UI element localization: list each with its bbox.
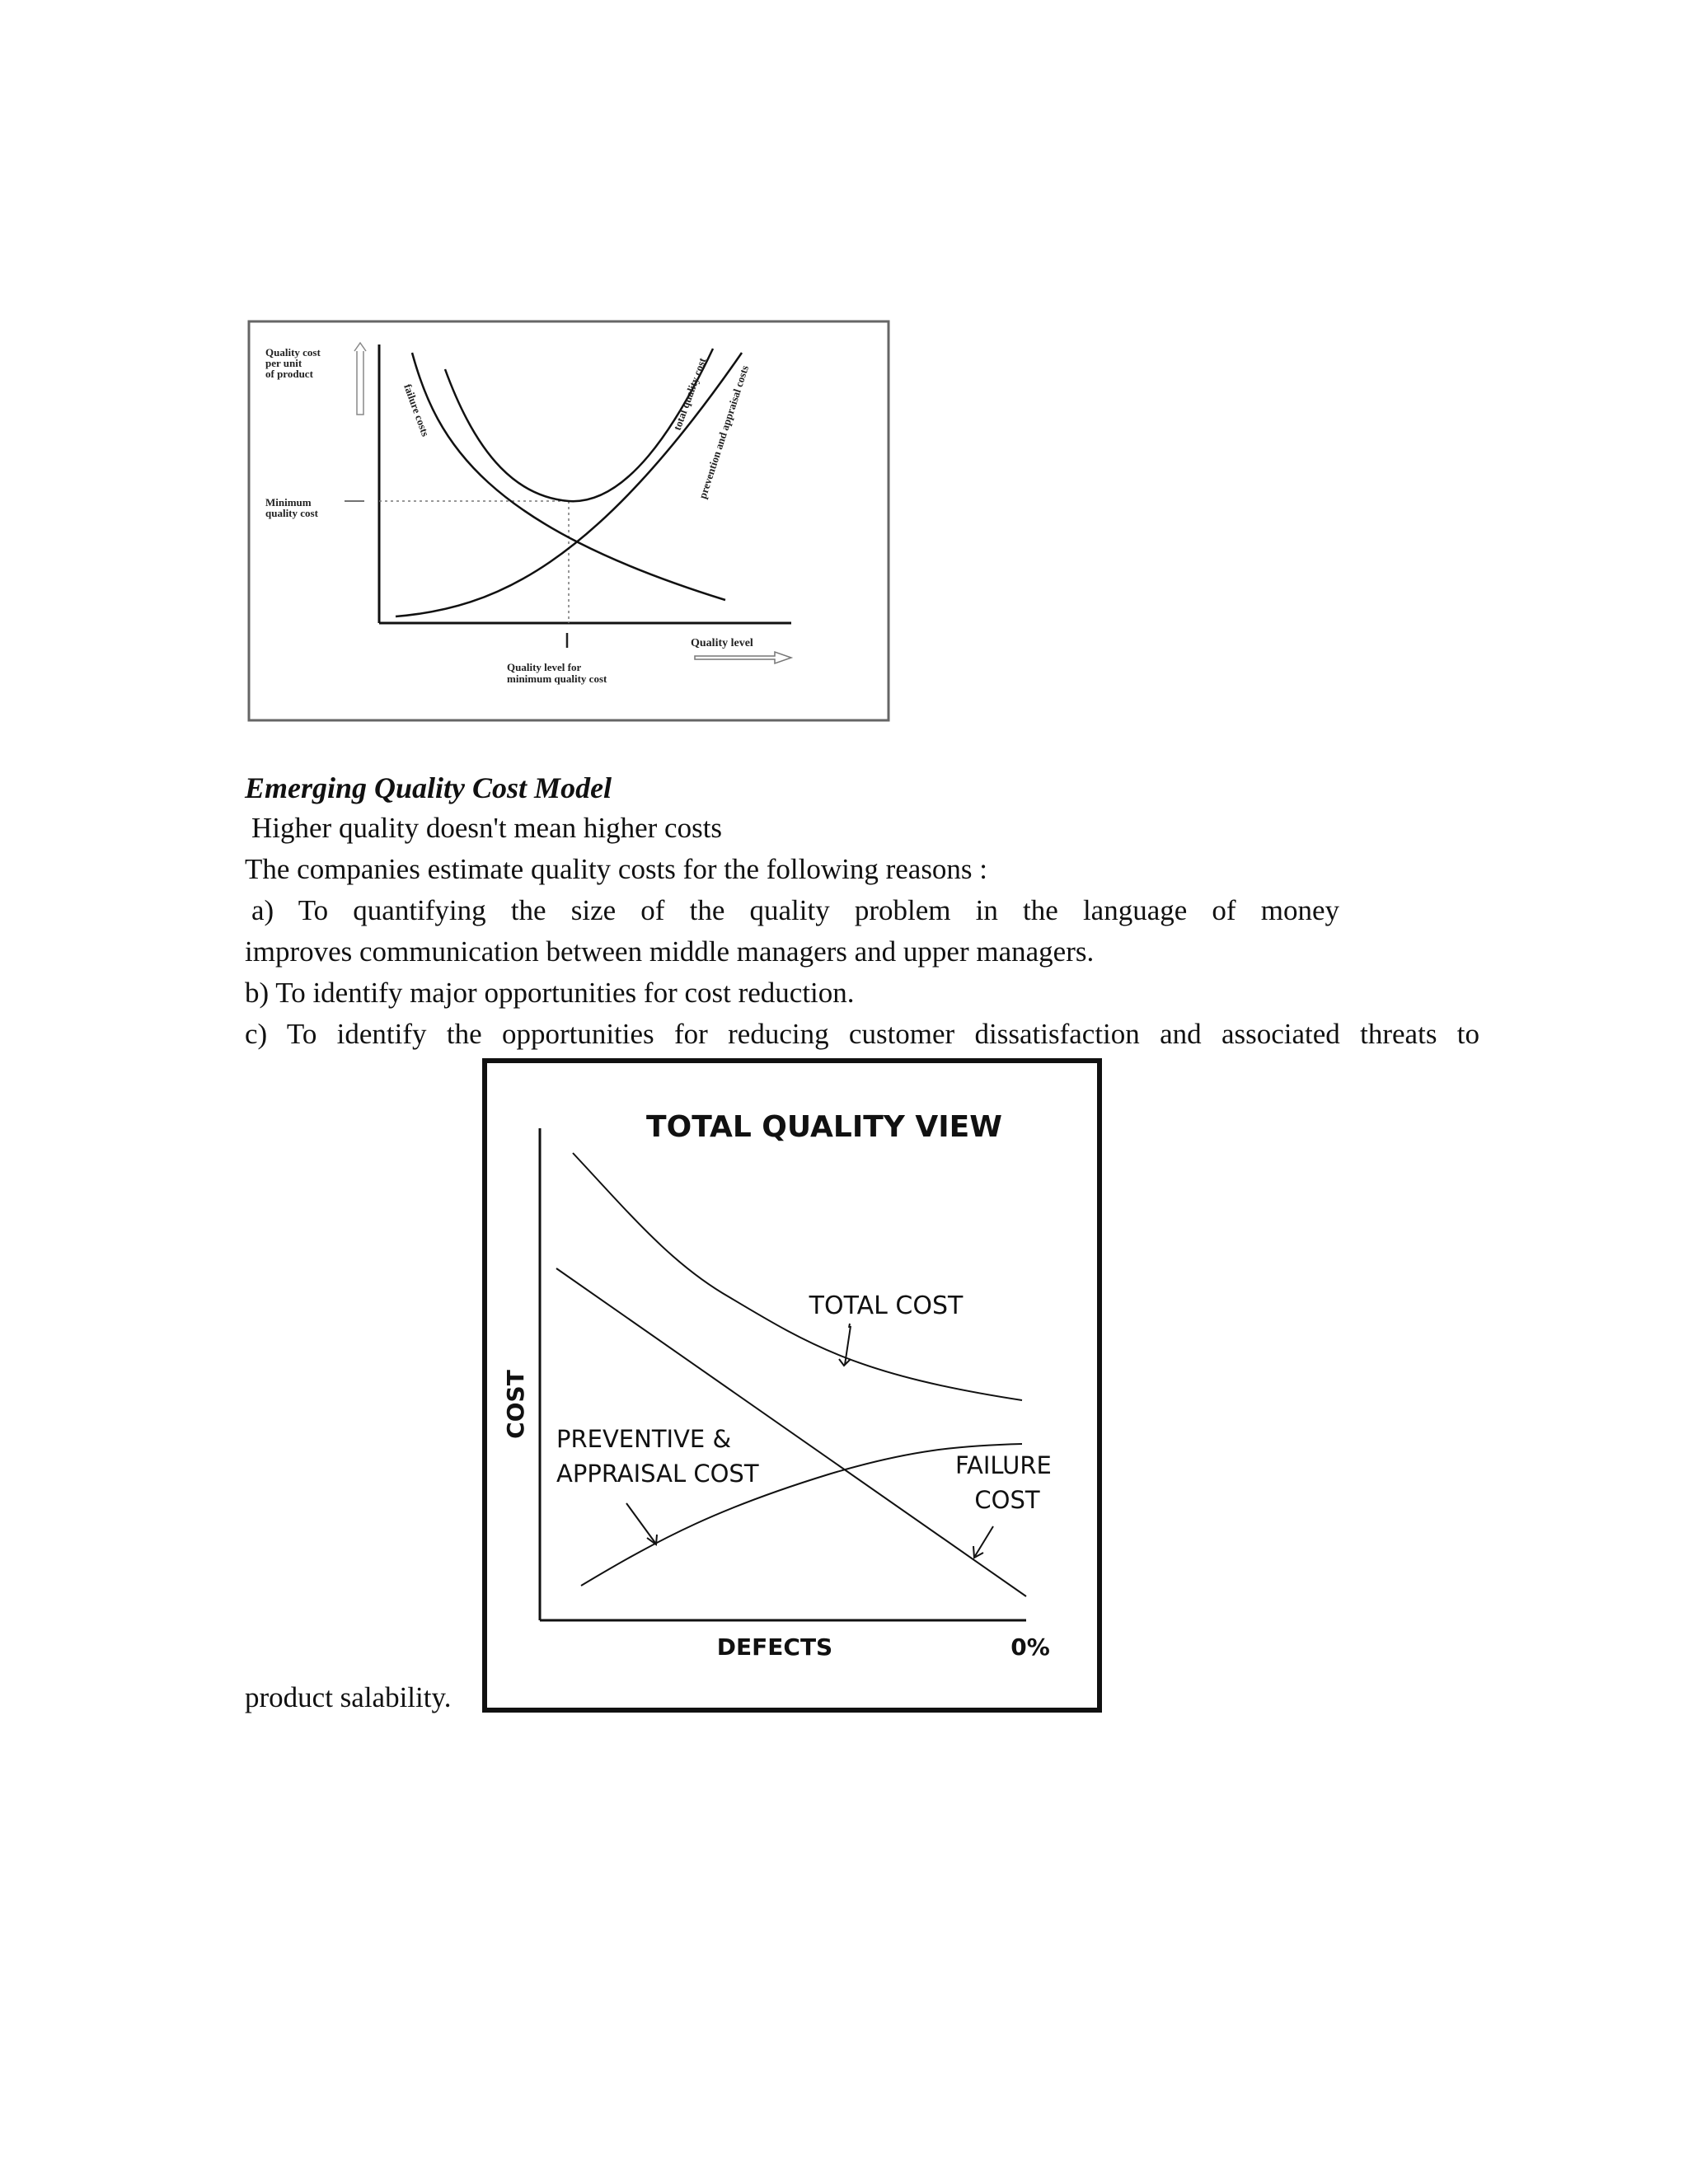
list-item-c-line1: c) To identify the opportunities for reducing customer dissatisfaction and associated threats to	[245, 1018, 1479, 1050]
list-item-b: b) To identify major opportunities for cost reduction.	[245, 977, 855, 1009]
paragraph-line: Higher quality doesn't mean higher costs	[251, 812, 723, 844]
list-item-a-line1: a) To quantifying the size of the quality problem in the language of money	[251, 894, 1339, 926]
total-cost-label: TOTAL COST	[809, 1291, 964, 1320]
quality-cost-model-figure	[247, 320, 892, 724]
min-level-label: Quality level for minimum quality cost	[507, 661, 607, 685]
failure-costs-label: failure costs	[401, 382, 433, 438]
failure-cost-label: FAILURE COST	[954, 1451, 1052, 1514]
total-quality-view-figure	[482, 1058, 1102, 1713]
x-axis-end-label: 0%	[1010, 1633, 1050, 1661]
preventive-appraisal-label: PREVENTIVE & APPRAISAL COST	[556, 1425, 759, 1488]
y-axis-label: Quality cost per unit of product	[265, 346, 321, 380]
x-axis-label: Quality level	[691, 637, 753, 649]
paragraph-line: The companies estimate quality costs for the following reasons :	[245, 853, 988, 885]
total-quality-cost-label: total quality cost	[670, 356, 709, 433]
min-cost-label: Minimum quality cost	[265, 496, 318, 519]
y-axis-label: COST	[502, 1370, 529, 1439]
x-axis-label: DEFECTS	[716, 1633, 833, 1661]
section-heading: Emerging Quality Cost Model	[245, 771, 612, 804]
list-item-c-line2: product salability.	[245, 1681, 452, 1713]
chart-title: TOTAL QUALITY VIEW	[646, 1110, 1002, 1144]
list-item-a-line2: improves communication between middle managers and upper managers.	[245, 935, 1095, 968]
prevention-costs-label: prevention and appraisal costs	[696, 363, 752, 500]
